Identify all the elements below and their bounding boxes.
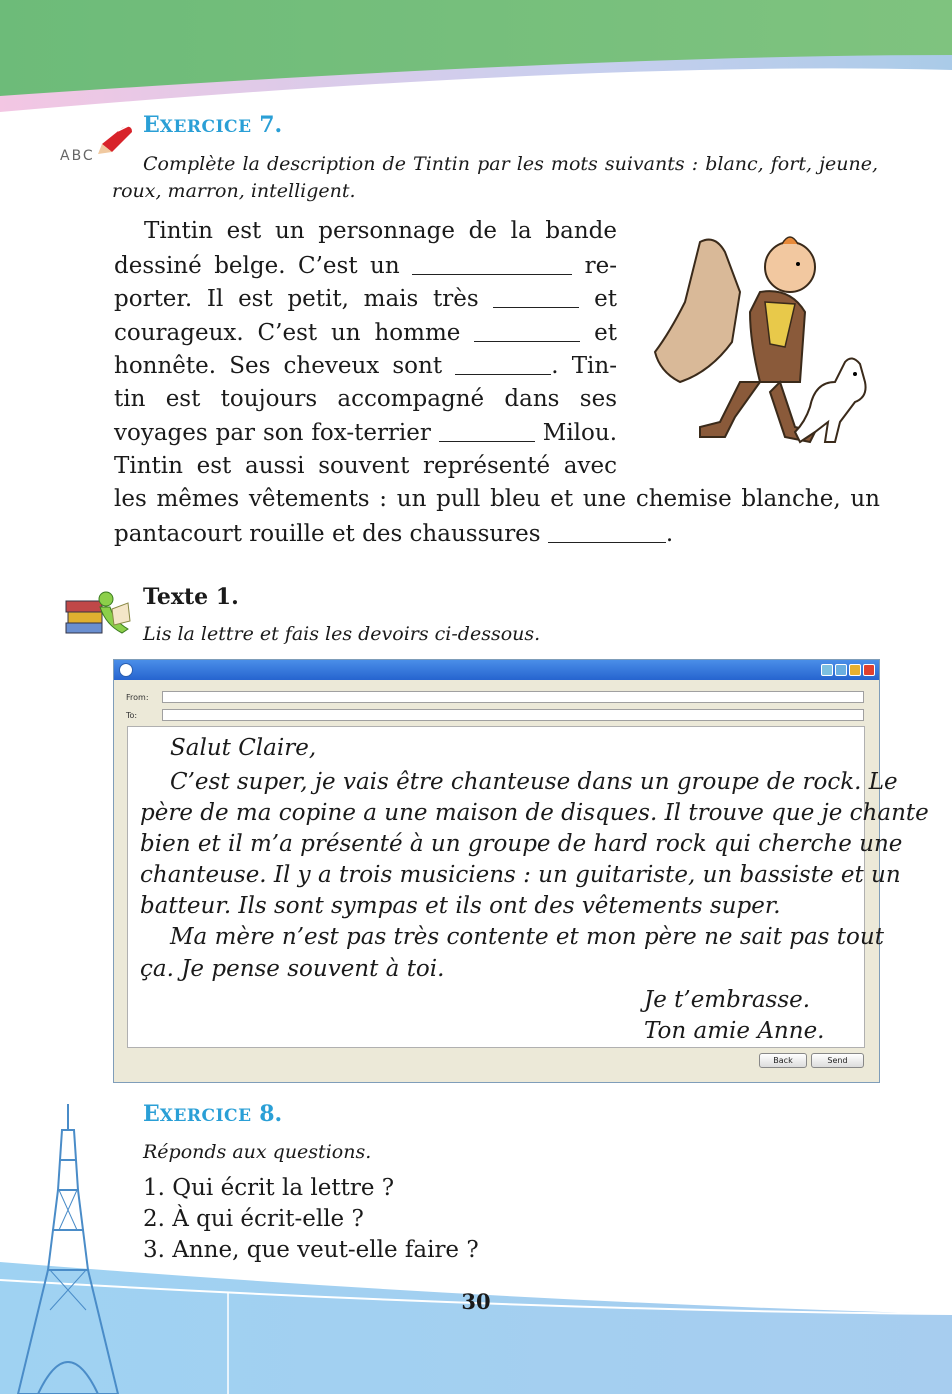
mail-body[interactable] (127, 726, 929, 1048)
header-band (0, 0, 952, 130)
minimize-icon[interactable] (849, 664, 861, 676)
text-line: porter. Il est petit, mais très et (114, 286, 617, 312)
exercise-8-questions (143, 1173, 479, 1266)
text-line: dessiné belge. C’est un re- (114, 252, 618, 279)
from-label: From: (126, 693, 149, 702)
from-field[interactable] (162, 691, 864, 703)
mail-titlebar (114, 660, 879, 680)
mail-window (113, 659, 929, 1083)
question-item: 1. Qui écrit la lettre ? (143, 1175, 395, 1201)
exercise-8-instruction: Réponds aux questions. (143, 1141, 372, 1163)
app-icon (119, 663, 133, 677)
exercise-8-title: EXERCICE 8. (143, 1101, 283, 1127)
text-line: pantacourt rouille et des chaussures . (114, 520, 674, 547)
send-button[interactable]: Send (811, 1053, 864, 1068)
exercise-7-instruction: Complète la description de Tintin par les mots suivants : blanc, fort, jeune, roux, marron, intelligent. (112, 153, 878, 202)
letter-line: batteur. Ils sont sympas et ils ont des vêtements super. (140, 893, 781, 920)
text-line: tin est toujours accompagné dans ses (114, 385, 617, 412)
books-icon (62, 585, 134, 643)
question-item: 2. À qui écrit-elle ? (143, 1206, 364, 1232)
to-label: To: (126, 711, 138, 720)
blank-field[interactable] (439, 418, 535, 442)
text-line: courageux. C’est un homme et (114, 319, 617, 346)
question-item: 3. Anne, que veut-elle faire ? (143, 1237, 479, 1263)
tintin-illustration (640, 232, 870, 452)
text-line: Tintin est aussi souvent représenté avec (114, 452, 617, 479)
help-icon[interactable] (821, 664, 833, 676)
blank-field[interactable] (493, 284, 579, 308)
letter-greeting: Salut Claire, (170, 735, 317, 761)
to-field[interactable] (162, 709, 864, 721)
abc-text: ABC (60, 148, 95, 164)
text-line: les mêmes vêtements : un pull bleu et une chemise blanche, un (114, 486, 880, 512)
text-line: voyages par son fox-terrier Milou. (114, 420, 617, 446)
footer-band (0, 1262, 952, 1394)
letter-line: chanteuse. Il y a trois musiciens : un guitariste, un bassiste et un (140, 862, 901, 889)
blank-field[interactable] (548, 519, 666, 543)
letter-closing: Je t’embrasse. (644, 986, 811, 1013)
blank-field[interactable] (455, 351, 551, 375)
blank-field[interactable] (474, 318, 580, 342)
eiffel-tower-icon (8, 1100, 128, 1394)
text-line: honnête. Ses cheveux sont . Tin- (114, 353, 617, 379)
texte-1-title: Texte 1. (143, 584, 239, 610)
letter-text (140, 733, 929, 1047)
exercise-7-text (114, 215, 617, 483)
text-line: Tintin est un personnage de la bande (144, 218, 617, 244)
letter-line: ça. Je pense souvent à toi. (140, 955, 445, 982)
search-icon[interactable] (835, 664, 847, 676)
letter-signature: Ton amie Anne. (644, 1018, 825, 1044)
letter-line: bien et il m’a présenté à un groupe de hard rock qui cherche une (140, 830, 903, 857)
exercise-7-title: EXERCICE 7. (143, 112, 283, 138)
letter-line: père de ma copine a une maison de disques. Il trouve que je chante (140, 799, 929, 826)
blank-field[interactable] (412, 251, 572, 275)
letter-line: Ma mère n’est pas très contente et mon père ne sait pas tout (170, 924, 884, 951)
texte-1-instruction: Lis la lettre et fais les devoirs ci-dessous. (143, 623, 541, 645)
back-button[interactable]: Back (759, 1053, 807, 1068)
page-number: 30 (461, 1289, 491, 1314)
exercise-7-text-full (114, 483, 880, 551)
close-icon[interactable] (863, 664, 875, 676)
letter-line: C’est super, je vais être chanteuse dans un groupe de rock. Le (170, 768, 898, 795)
